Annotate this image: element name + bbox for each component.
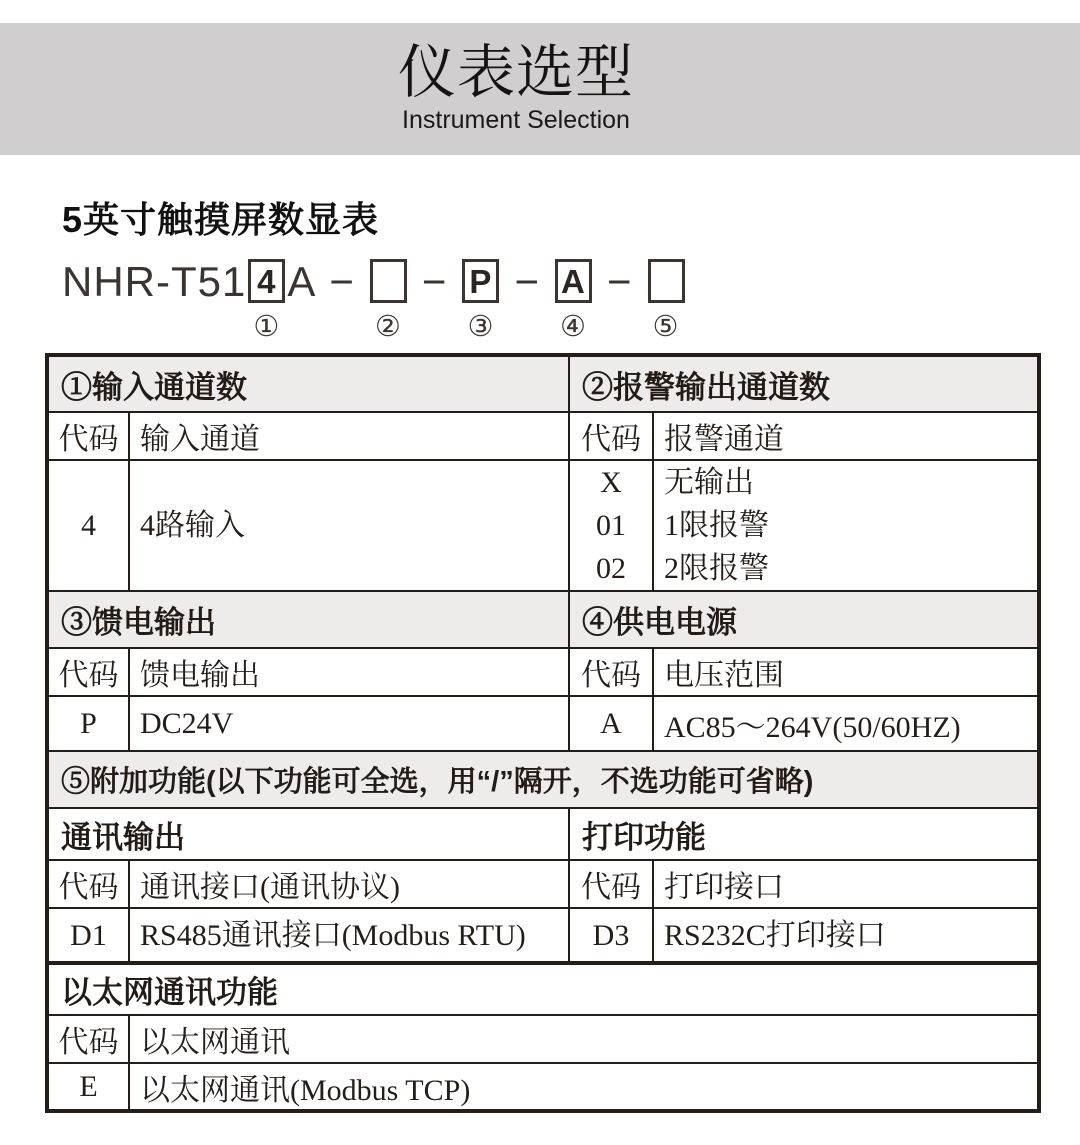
code-header-cell: 代码 <box>569 412 653 460</box>
model-slot-2 <box>370 259 407 343</box>
desc-cell: AC85～264V(50/60HZ) <box>653 696 1039 751</box>
code-cell: E <box>47 1063 129 1111</box>
comm-output-title: 通讯输出 <box>47 808 569 860</box>
table-row <box>47 751 1039 808</box>
content <box>45 192 1037 1113</box>
model-slot-4 <box>555 259 592 343</box>
model-separator: − <box>329 258 355 305</box>
page-subtitle: Instrument Selection <box>402 105 630 134</box>
table-row <box>47 1015 1039 1063</box>
model-slot-4-index: ④ <box>559 311 587 343</box>
desc-cell: 以太网通讯(Modbus TCP) <box>129 1063 1039 1111</box>
column-header-cell: 电压范围 <box>653 648 1039 696</box>
code-value: 02 <box>596 552 626 585</box>
code-header-cell: 代码 <box>47 860 129 908</box>
table-row <box>47 963 1039 1015</box>
column-header-cell: 输入通道 <box>129 412 569 460</box>
model-slot-2-box <box>370 259 407 303</box>
section4-title: ④供电电源 <box>569 591 1039 648</box>
model-slot-3-index: ③ <box>467 311 495 343</box>
model-separator: − <box>421 258 448 305</box>
table-row <box>47 1063 1039 1111</box>
desc-cell <box>653 460 1039 591</box>
table-row <box>47 648 1039 696</box>
column-header-cell: 打印接口 <box>653 860 1039 908</box>
desc-value: 4路输入 <box>140 509 245 542</box>
code-cell <box>569 460 653 591</box>
section1-title: ①输入通道数 <box>47 355 569 412</box>
code-cell <box>47 908 129 963</box>
column-header-cell: 通讯接口(通讯协议) <box>129 860 569 908</box>
model-fixed-letter: A <box>287 258 317 305</box>
column-header-cell: 报警通道 <box>653 412 1039 460</box>
desc-cell <box>129 908 569 963</box>
code-cell: P <box>47 696 129 751</box>
table-row <box>47 908 1039 963</box>
model-slot-3 <box>462 259 499 343</box>
desc-cell <box>653 908 1039 963</box>
code-header-cell: 代码 <box>47 1015 129 1063</box>
model-slot-4-box: A <box>555 259 592 303</box>
desc-value: 无输出 <box>664 466 754 499</box>
section3-title: ③馈电输出 <box>47 591 569 648</box>
model-prefix: NHR-T51 <box>62 258 247 305</box>
page-banner <box>0 23 1080 155</box>
code-value: 01 <box>596 509 626 542</box>
desc-cell: DC24V <box>129 696 569 751</box>
section5-title: ⑤附加功能(以下功能可全选，用“/”隔开，不选功能可省略) <box>47 751 1039 808</box>
code-cell <box>47 460 129 591</box>
desc-value: RS485通讯接口(Modbus RTU) <box>140 918 526 952</box>
model-slot-2-index: ② <box>374 311 402 343</box>
selection-table <box>45 353 1041 1113</box>
banner-inner <box>397 40 634 135</box>
model-slot-5-box <box>648 259 685 303</box>
model-separator: − <box>606 258 633 305</box>
table-row <box>47 696 1039 751</box>
model-separator: − <box>514 258 540 305</box>
model-slot-1-box: 4 <box>248 259 285 303</box>
table-row <box>47 808 1039 860</box>
desc-cell <box>129 460 569 591</box>
code-value: 4 <box>81 509 96 542</box>
desc-value: 1限报警 <box>664 509 769 542</box>
code-header-cell: 代码 <box>569 648 653 696</box>
section2-title: ②报警输出通道数 <box>569 355 1039 412</box>
model-slot-1 <box>248 259 285 343</box>
code-header-cell: 代码 <box>569 860 653 908</box>
column-header-cell: 以太网通讯 <box>129 1015 1039 1063</box>
table-row <box>47 860 1039 908</box>
table-row <box>47 460 1039 591</box>
page-title: 仪表选型 <box>397 40 634 106</box>
model-slot-5-index: ⑤ <box>652 311 680 343</box>
code-header-cell: 代码 <box>47 412 129 460</box>
model-slot-5 <box>648 259 685 343</box>
product-title: 5英寸触摸屏数显表 <box>62 199 380 240</box>
code-value: D3 <box>592 918 630 952</box>
model-slot-3-box: P <box>462 259 499 303</box>
code-cell <box>569 908 653 963</box>
column-header-cell: 馈电输出 <box>129 648 569 696</box>
code-value: X <box>600 466 622 499</box>
desc-value: 2限报警 <box>664 552 769 585</box>
model-code-line <box>62 259 1037 351</box>
code-cell: A <box>569 696 653 751</box>
print-function-title: 打印功能 <box>569 808 1039 860</box>
table-row <box>47 412 1039 460</box>
table-row <box>47 591 1039 648</box>
ethernet-title: 以太网通讯功能 <box>47 963 1039 1015</box>
code-value: D1 <box>70 918 107 952</box>
desc-value: RS232C打印接口 <box>664 918 886 952</box>
code-header-cell: 代码 <box>47 648 129 696</box>
table-row <box>47 355 1039 412</box>
model-slot-1-index: ① <box>253 311 281 343</box>
